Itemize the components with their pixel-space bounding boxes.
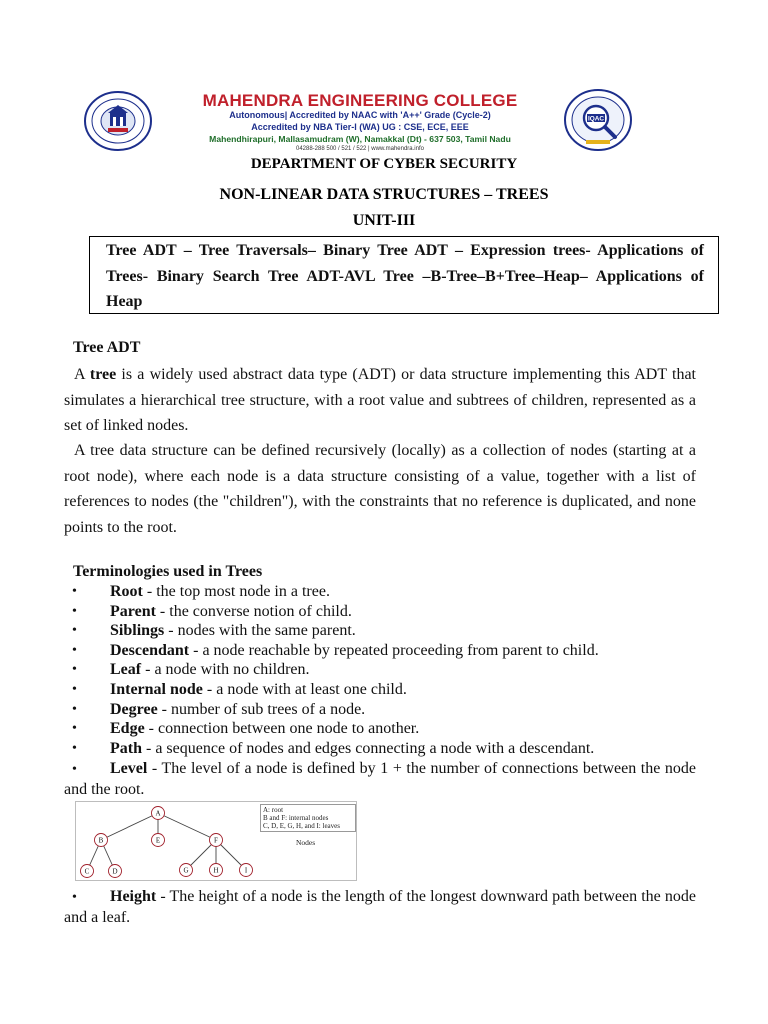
college-seal-logo <box>80 88 156 152</box>
syllabus-box: Tree ADT – Tree Traversals– Binary Tree ADT – Expression trees- Applications of Trees- Binary Search Tree ADT-AVL Tree –B-Tree–B+Tree–Heap– Applications of Heap <box>89 236 719 314</box>
terminology-list <box>64 582 696 758</box>
section-heading-tree-adt: Tree ADT <box>73 339 141 356</box>
list-item: • Internal node - a node with at least one child. <box>72 680 407 698</box>
list-item: • Edge - connection between one node to another. <box>72 720 420 738</box>
section-heading-terminologies: Terminologies used in Trees <box>73 563 263 580</box>
tree-node-label: E <box>155 836 161 845</box>
college-address: Mahendhirapuri, Mallasamudram (W), Namakkal (Dt) - 637 503, Tamil Nadu <box>209 134 511 144</box>
list-item: • Siblings - nodes with the same parent. <box>72 622 356 640</box>
college-header-banner <box>58 88 658 152</box>
iqac-seal-logo <box>560 88 636 152</box>
paragraph-tree-definition: A tree is a widely used abstract data type (ADT) or data structure implementing this ADT that simulates a hierarchical tree structure, with a root value and subtrees of children, represented as a set of linked nodes. <box>64 366 697 434</box>
list-item-height: • Height - The height of a node is the length of the longest downward path between the node and a leaf. <box>64 888 696 926</box>
college-name: MAHENDRA ENGINEERING COLLEGE <box>202 91 518 110</box>
list-item: • Leaf - a node with no children. <box>72 661 310 679</box>
tree-node-label: F <box>214 836 218 845</box>
unit-title: UNIT-III <box>352 212 416 229</box>
list-item: • Parent - the converse notion of child. <box>72 602 352 620</box>
tree-node-label: B <box>98 836 104 845</box>
subject-title: NON-LINEAR DATA STRUCTURES – TREES <box>219 186 549 203</box>
list-item: • Root - the top most node in a tree. <box>72 583 330 600</box>
list-item: • Degree - number of sub trees of a node. <box>72 700 366 718</box>
college-contact: 04288-288 500 / 521 / 522 | www.mahendra.info <box>296 146 424 152</box>
figure-legend: A: root B and F: internal nodes C, D, E, G, H, and I: leaves <box>260 804 356 832</box>
tree-node-label: I <box>244 866 248 875</box>
list-item: • Descendant - a node reachable by repeated proceeding from parent to child. <box>72 641 599 659</box>
nba-accreditation-line: Accredited by NBA Tier-I (WA) UG : CSE, ECE, EEE <box>251 122 469 132</box>
tree-nodes-figure <box>75 801 357 881</box>
department-title: DEPARTMENT OF CYBER SECURITY <box>250 156 518 172</box>
paragraph-recursive-definition: A tree data structure can be defined recursively (locally) as a collection of nodes (starting at a root node), where each node is a data structure consisting of a value, together with a list of references to nodes (the "children"), with the constraints that no reference is duplicated, and none points to the root. <box>64 442 696 536</box>
accreditation-line: Autonomous| Accredited by NAAC with 'A++' Grade (Cycle-2) <box>229 110 491 120</box>
list-item: • Path - a sequence of nodes and edges connecting a node with a descendant. <box>72 739 595 757</box>
list-item-level: • Level - The level of a node is defined by 1 + the number of connections between the node and the root. <box>64 760 696 798</box>
tree-node-label: H <box>213 866 219 875</box>
tree-node-label: D <box>112 867 118 876</box>
tree-node-label: G <box>183 866 189 875</box>
tree-node-label: A <box>155 809 161 818</box>
bold-term-tree: tree <box>89 366 117 383</box>
tree-node-label: C <box>84 867 90 876</box>
svg-text:IQAC: IQAC <box>588 115 604 123</box>
figure-caption: Nodes <box>296 838 316 847</box>
